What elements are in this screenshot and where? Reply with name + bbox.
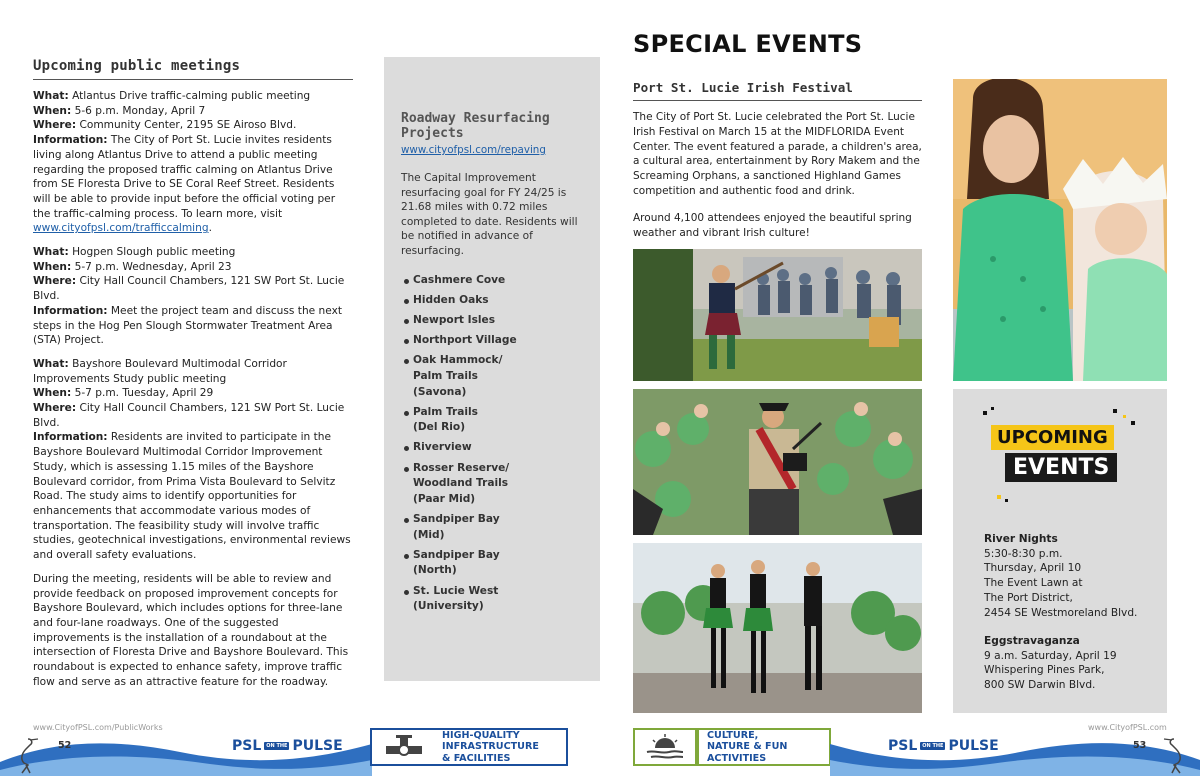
traffic-calming-link[interactable]: www.cityofpsl.com/trafficcalming (33, 222, 209, 235)
when-label: When: (33, 387, 72, 400)
info-label: Information: (33, 304, 108, 317)
event-details: 5:30-8:30 p.m. Thursday, April 10 The Event Lawn at The Port District, 2454 SE Westmoreland Blvd. (984, 547, 1138, 619)
event-eggstravaganza (984, 634, 1117, 693)
meeting-info: Meet the project team and discuss the next steps in the Hog Pen Slough Stormwater Treatment Area (STA) Project. (33, 304, 343, 347)
resurfacing-item: Sandpiper Bay (Mid) (401, 512, 584, 543)
footer-url-left[interactable]: www.CityofPSL.com/PublicWorks (33, 723, 163, 732)
infrastructure-badge (370, 728, 568, 766)
event-details: 9 a.m. Saturday, April 19 Whispering Pines Park, 800 SW Darwin Blvd. (984, 649, 1117, 692)
logo-tag: ON THE (266, 743, 288, 749)
meetings-column (33, 58, 353, 689)
pipe-valve-icon (372, 730, 436, 764)
what-label: What: (33, 90, 69, 102)
where-label: Where: (33, 119, 77, 132)
meeting-where: City Hall Council Chambers, 121 SW Port St. Lucie Blvd. (33, 275, 345, 303)
when-label: When: (33, 104, 72, 117)
resurfacing-item: Cashmere Cove (401, 273, 584, 289)
page-number-left: 52 (58, 740, 72, 751)
wave-decoration-right (830, 730, 1200, 776)
what-label: What: (33, 357, 69, 370)
meeting-where: Community Center, 2195 SE Airoso Blvd. (79, 119, 297, 132)
resurfacing-item: Sandpiper Bay (North) (401, 548, 584, 579)
meeting-when: 5-7 p.m. Wednesday, April 23 (74, 260, 232, 273)
info-end: . (208, 222, 212, 235)
psl-pulse-logo (232, 738, 343, 754)
sunset-landscape-icon (635, 730, 699, 764)
when-label: When: (33, 260, 72, 273)
infrastructure-badge-text: HIGH-QUALITY INFRASTRUCTURE & FACILITIES (442, 729, 539, 764)
meeting-what: Atlantus Drive traffic-calming public meeting (72, 90, 311, 102)
repaving-link[interactable]: www.cityofpsl.com/repaving (401, 144, 546, 156)
page-number-right: 53 (1133, 740, 1147, 751)
logo-text2: PULSE (948, 738, 999, 754)
resurfacing-item: Palm Trails (Del Rio) (401, 405, 584, 436)
psl-pulse-logo-right (888, 738, 999, 754)
special-events-title: SPECIAL EVENTS (633, 30, 863, 58)
info-label: Information: (33, 431, 108, 444)
meeting-info: The City of Port St. Lucie invites residents living along Atlantus Drive to attend a public meeting regarding the proposed traffic calming on Atlantus Drive from SE Floresta Drive to SE Coral Reef Street. Residents will be able to provide input before the official voting per the traffic-calming process. To learn more, visit (33, 134, 336, 220)
event-river-nights (984, 532, 1137, 620)
resurfacing-item: Rosser Reserve/ Woodland Trails (Paar Mid) (401, 461, 584, 508)
resurfacing-item: Newport Isles (401, 313, 584, 329)
culture-badge (633, 728, 831, 766)
confetti-decoration-icon (983, 407, 1143, 507)
resurfacing-item: Hidden Oaks (401, 293, 584, 309)
closing-paragraph: During the meeting, residents will be able to review and provide feedback on proposed improvement concepts for Bayshore Boulevard, which includes options for three-lane and four-lane roadways. One of the suggested improvements is the installation of a roundabout at the intersection of Floresta Drive and Bayshore Boulevard. This roundabout is expected to enhance safety, improve traffic flow and serve as an attractive feature for the roadway. (33, 572, 349, 688)
event-name: River Nights (984, 533, 1058, 545)
resurfacing-list (401, 273, 584, 615)
irish-dancers-photo (633, 543, 922, 713)
meeting-what: Hogpen Slough public meeting (72, 246, 236, 259)
resurfacing-item: Northport Village (401, 333, 584, 349)
meeting-item (33, 245, 353, 348)
logo-text2: PULSE (292, 738, 343, 754)
irish-paragraph-2: Around 4,100 attendees enjoyed the beautiful spring weather and vibrant Irish culture! (633, 211, 912, 239)
meeting-when: 5-6 p.m. Monday, April 7 (74, 104, 206, 117)
upcoming-word: UPCOMING (997, 427, 1108, 448)
heron-icon (12, 735, 42, 775)
resurfacing-text: The Capital Improvement resurfacing goal for FY 24/25 is 21.68 miles with 0.72 miles completed to date. Residents will be notified in advance of resurfacing. (401, 172, 578, 257)
irish-festival-section (633, 80, 922, 240)
logo-text: PSL (888, 738, 918, 754)
resurfacing-item: St. Lucie West (University) (401, 584, 584, 615)
resurfacing-item: Riverview (401, 440, 584, 456)
resurfacing-item: Oak Hammock/ Palm Trails (Savona) (401, 353, 584, 400)
logo-text: PSL (232, 738, 262, 754)
bagpiper-photo (633, 389, 922, 535)
meeting-info: Residents are invited to participate in the Bayshore Boulevard Multimodal Corridor Improvement Study, which is assessing 1.15 miles of the Bayshore Boulevard corridor, from Prima Vista Boulevard to Selvitz Road. The study aims to identify opportunities for enhancements that accommodate various modes of transportation. The feasibility study will involve traffic studies, geotechnical investigations, environmental reviews and overall safety evaluations. (33, 431, 351, 562)
highland-games-photo (633, 249, 922, 381)
event-name: Eggstravaganza (984, 635, 1080, 647)
where-label: Where: (33, 402, 77, 415)
info-label: Information: (33, 134, 108, 147)
logo-tag: ON THE (922, 743, 944, 749)
irish-festival-title: Port St. Lucie Irish Festival (633, 80, 922, 101)
upcoming-events-box (953, 389, 1167, 713)
meeting-when: 5-7 p.m. Tuesday, April 29 (74, 387, 214, 400)
events-word: EVENTS (1013, 455, 1110, 480)
meeting-where: City Hall Council Chambers, 121 SW Port St. Lucie Blvd. (33, 402, 345, 429)
meetings-heading: Upcoming public meetings (33, 58, 353, 80)
children-photo (953, 79, 1167, 381)
meeting-item (33, 357, 353, 563)
meeting-what: Bayshore Boulevard Multimodal Corridor Improvements Study public meeting (33, 357, 287, 385)
heron-icon-right (1160, 735, 1190, 775)
footer-url-right[interactable]: www.CityofPSL.com (1088, 723, 1167, 732)
irish-paragraph-1: The City of Port St. Lucie celebrated the Port St. Lucie Irish Festival on March 15 at the MIDFLORIDA Event Center. The event featured a parade, a children's area, a cultural area, entertainment by Rory Makem and the Screaming Orphans, a sanctioned Highland Games competition and authentic food and drink. (633, 111, 922, 197)
where-label: Where: (33, 275, 77, 288)
meeting-item (33, 89, 353, 236)
culture-badge-text: CULTURE, NATURE & FUN ACTIVITIES (707, 729, 788, 764)
resurfacing-title: Roadway Resurfacing Projects (401, 111, 550, 141)
what-label: What: (33, 246, 69, 259)
resurfacing-sidebar (384, 57, 600, 681)
